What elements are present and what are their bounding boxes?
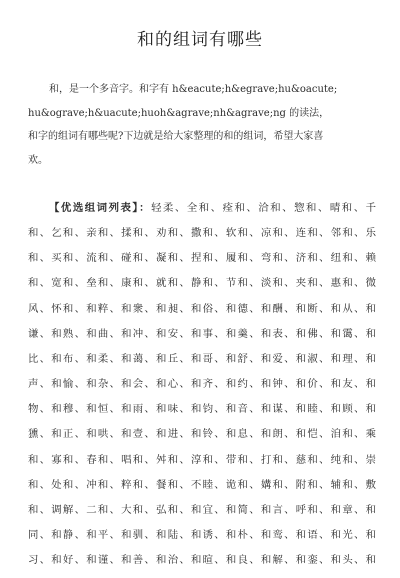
word-list-row: 物、和穆、和恒、和雨、和味、和钧、和音、和谋、和睦、和顾、和: [28, 403, 376, 416]
word-list-row: 和、寡和、春和、唱和、舛和、淳和、带和、打和、慈和、纯和、崇: [28, 453, 376, 466]
word-list-row: [28, 196, 376, 221]
word-list-row: 和、调解、二和、大和、弘和、和宜、和简、和言、呼和、和章、和: [28, 503, 376, 516]
word-list-row: 谦、和熟、和曲、和冲、和安、和事、和羹、和表、和佛、和霭、和: [28, 327, 376, 340]
word-list: [28, 196, 376, 573]
word-list-row: 比、和布、和柔、和蔼、和丘、和哥、和舒、和爱、和淑、和理、和: [28, 352, 376, 365]
word-list-row: 和、处和、冲和、粹和、餐和、不睦、诡和、媾和、附和、辅和、敷: [28, 478, 376, 491]
word-list-row: 同、和静、和平、和驯、和陆、和诱、和朴、和鸾、和语、和光、和: [28, 529, 376, 542]
intro-paragraph-2: [28, 125, 378, 173]
intro-line: hu&ograve;h&uacute;huoh&agrave;nh&agrave;ng 的读法，: [28, 108, 330, 119]
word-list-row: 风、怀和、和粹、和衆、和昶、和俗、和德、和酬、和断、和从、和: [28, 302, 376, 315]
word-list-row: 和、买和、流和、碰和、凝和、捏和、履和、弯和、济和、纽和、赖: [28, 252, 376, 265]
intro-line: 和，是一个多音字。和字有 h&eacute;h&egrave;hu&oacute;: [49, 84, 338, 95]
word-list-row: 习、和好、和谨、和善、和治、和暄、和良、和解、和銮、和头、和: [28, 554, 376, 567]
word-list-row: 和、乞和、亲和、揉和、劝和、撒和、软和、凉和、连和、邻和、乐: [28, 227, 376, 240]
word-list-row: 声、和愉、和杂、和会、和心、和齐、和约、和钟、和价、和友、和: [28, 378, 376, 391]
word-list-row: 和、宽和、垒和、康和、就和、静和、节和、淡和、夹和、惠和、微: [28, 277, 376, 290]
intro-paragraph: [28, 78, 378, 126]
word-list-row: 獯、和正、和哄、和壹、和进、和铃、和息、和朗、和恺、洎和、乘: [28, 428, 376, 441]
list-heading: 【优选组词列表】：: [49, 202, 152, 214]
intro-line: 和字的组词有哪些呢?下边就是给大家整理的和的组词，希望大家喜: [28, 131, 324, 142]
intro-line: 欢。: [28, 155, 48, 166]
list-row-text: 轻柔、全和、痊和、洽和、惣和、晴和、千: [151, 202, 376, 214]
page-title: 和的组词有哪些: [137, 30, 263, 50]
